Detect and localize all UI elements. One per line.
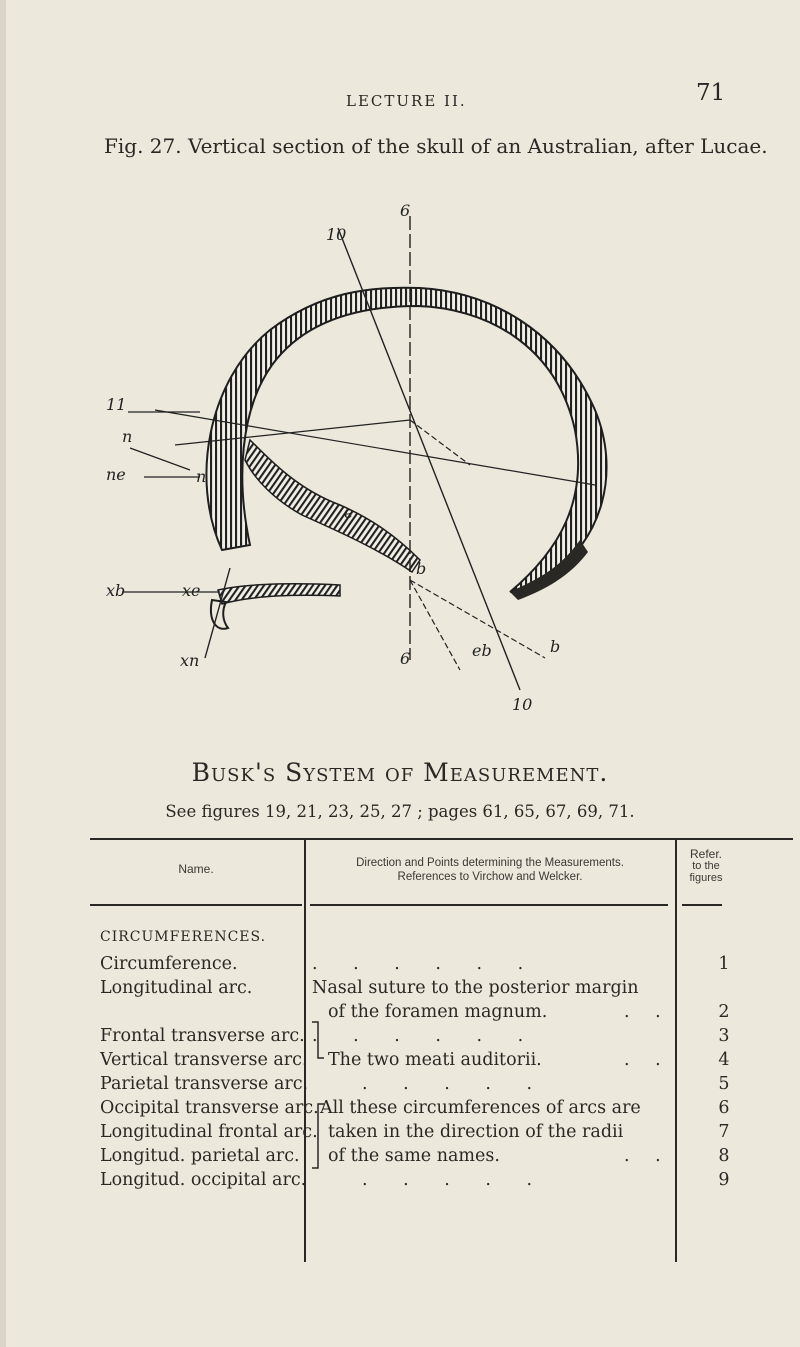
figure-label: xn: [180, 651, 200, 670]
figure-label: 11: [106, 395, 127, 414]
row-direction: All these circumferences of arcs are: [320, 1098, 641, 1118]
table-row: [100, 1048, 800, 1072]
figure-references: See figures 19, 21, 23, 25, 27 ; pages 61, 65, 67, 69, 71.: [165, 802, 635, 821]
figure-label: 6: [400, 201, 411, 220]
row-name: Vertical transverse arc.: [100, 1050, 308, 1070]
direction-header-line: References to Virchow and Welcker.: [397, 871, 583, 883]
name-column-header: [90, 862, 302, 876]
figure-label: n: [122, 427, 133, 446]
table-row: [100, 1096, 800, 1120]
row-ref: 1: [718, 954, 730, 974]
row-ref: 2: [718, 1002, 730, 1022]
running-title: LECTURE II.: [346, 92, 467, 110]
row-direction: The two meati auditorii.: [328, 1050, 542, 1070]
figure-label: ne: [106, 465, 126, 484]
page-number: 71: [696, 80, 726, 106]
row-direction: of the same names.: [328, 1146, 500, 1166]
row-direction-leader: . .: [624, 1002, 671, 1022]
row-ref: 9: [718, 1170, 730, 1190]
header-rule: [90, 904, 302, 906]
table-row: [100, 1120, 800, 1144]
header-rule: [310, 904, 668, 906]
figure-label: xb: [106, 581, 126, 600]
row-direction: . . . . .: [362, 1074, 548, 1094]
skull-diagram: [40, 180, 780, 720]
figure-label: 6: [400, 649, 411, 668]
row-direction: . . . . . .: [312, 1026, 539, 1046]
row-name: Longitud. occipital arc.: [100, 1170, 307, 1190]
section-label: CIRCUMFERENCES.: [100, 929, 267, 945]
row-ref: 5: [718, 1074, 730, 1094]
row-ref: 6: [718, 1098, 730, 1118]
row-name: Circumference.: [100, 954, 238, 974]
row-ref: 3: [718, 1026, 730, 1046]
row-ref: 4: [718, 1050, 730, 1070]
brace-group: [304, 1014, 334, 1234]
row-ref: 7: [718, 1122, 730, 1142]
figure-label: xe: [182, 581, 201, 600]
page-edge: [0, 0, 6, 1347]
row-direction: Nasal suture to the posterior margin: [312, 978, 639, 998]
name-header-text: Name.: [178, 862, 214, 876]
refer-header-line: to the: [692, 860, 720, 872]
table-row: [100, 952, 800, 976]
refer-header-line: Refer.: [689, 847, 722, 861]
row-name: Longitudinal frontal arc.: [100, 1122, 318, 1142]
refer-header-line: figures: [689, 872, 723, 884]
row-name: Occipital transverse arc.: [100, 1098, 319, 1118]
figure-caption: Fig. 27. Vertical section of the skull of an Australian, after Lucae.: [104, 134, 768, 158]
skull-section-figure: [40, 180, 780, 720]
figure-label: e: [344, 503, 354, 522]
figure-label: eb: [472, 641, 492, 660]
table-row: [100, 1144, 800, 1168]
skull-vault: [206, 288, 606, 592]
figure-label: b: [550, 637, 561, 656]
table-row: [100, 1000, 800, 1024]
frontal-inner-bone: [245, 440, 420, 572]
row-name: Longitud. parietal arc.: [100, 1146, 300, 1166]
figure-label: n: [196, 467, 207, 486]
row-direction-leader: . .: [624, 1050, 671, 1070]
figure-label: 10: [326, 225, 347, 244]
figure-label: 10: [512, 695, 533, 714]
row-direction: . . . . .: [362, 1170, 548, 1190]
row-direction: . . . . . .: [312, 954, 539, 974]
table-row: [100, 976, 800, 1000]
table-row: [100, 1072, 800, 1096]
row-name: Longitudinal arc.: [100, 978, 253, 998]
direction-header-line: Direction and Points determining the Measurements.: [356, 857, 624, 869]
row-ref: 8: [718, 1146, 730, 1166]
row-name: Parietal transverse arc.: [100, 1074, 309, 1094]
skull-base: [218, 584, 340, 604]
row-direction: taken in the direction of the radii: [328, 1122, 624, 1142]
row-name: Frontal transverse arc.: [100, 1026, 305, 1046]
table-title: Busk's System of Measurement.: [191, 758, 609, 787]
row-direction-leader: . .: [624, 1146, 671, 1166]
figure-label: b: [416, 559, 427, 578]
direction-column-header: [306, 856, 674, 884]
row-direction: of the foramen magnum.: [328, 1002, 548, 1022]
table-top-rule: [90, 838, 793, 840]
table-row: [100, 1168, 800, 1192]
table-row: [100, 1024, 800, 1048]
header-rule: [682, 904, 722, 906]
brace-top: [312, 1022, 324, 1058]
refer-column-header: [676, 848, 736, 884]
page-header: [0, 80, 800, 118]
brace-bottom: [312, 1104, 324, 1168]
